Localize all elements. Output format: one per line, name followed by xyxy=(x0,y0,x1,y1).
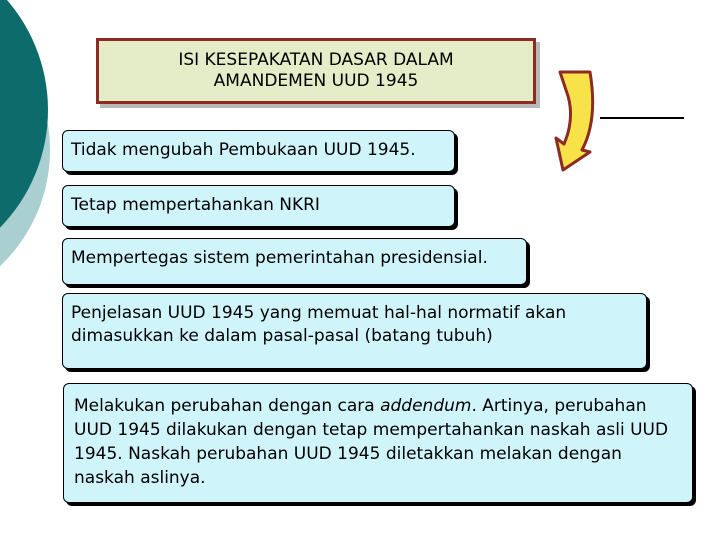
item-box-3 xyxy=(62,238,527,285)
item-box-1 xyxy=(62,130,455,172)
item-text-1: Tidak mengubah Pembukaan UUD 1945. xyxy=(71,140,416,160)
title-line-2: AMANDEMEN UUD 1945 xyxy=(213,71,419,91)
item-text-5-before: Melakukan perubahan dengan cara xyxy=(74,396,381,416)
item-text-2: Tetap mempertahankan NKRI xyxy=(71,195,320,215)
item-text-3: Mempertegas sistem pemerintahan presidensial. xyxy=(71,248,488,268)
title-box xyxy=(96,38,536,104)
divider-line xyxy=(600,117,684,119)
item-text-5-after: . Artinya, perubahan UUD 1945 dilakukan dengan tetap mempertahankan naskah asli UUD 1945. Naskah perubahan UUD 1945 diletakkan melakan dengan naskah aslinya. xyxy=(74,396,669,488)
item-text-5-emphasis: addendum xyxy=(380,396,472,416)
title-line-1: ISI KESEPAKATAN DASAR DALAM xyxy=(178,50,454,70)
item-box-2 xyxy=(62,185,455,227)
item-box-4 xyxy=(62,293,647,369)
item-box-5 xyxy=(63,383,693,503)
curved-arrow-icon xyxy=(556,72,593,170)
item-text-4: Penjelasan UUD 1945 yang memuat hal-hal normatif akan dimasukkan ke dalam pasal-pasal (batang tubuh) xyxy=(71,303,567,346)
